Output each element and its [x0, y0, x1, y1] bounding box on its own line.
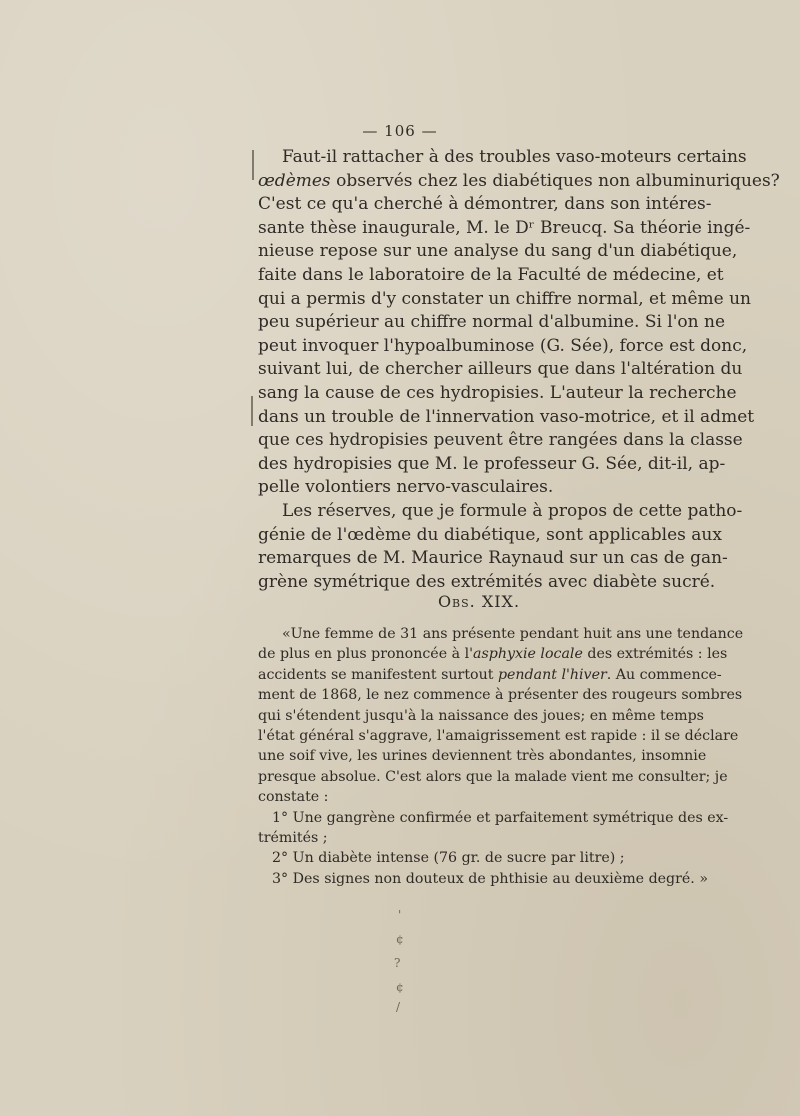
text-line: [258, 170, 780, 194]
paper-speck: ¢: [396, 980, 404, 994]
text-fragment: . Au commence-: [606, 666, 722, 683]
text-line: Faut-il rattacher à des troubles vaso-moteurs certains: [282, 147, 747, 167]
text-line: Les réserves, que je formule à propos de cette patho-: [282, 500, 743, 521]
paper-speck: ?: [394, 956, 401, 970]
text-line: des hydropisies que M. le professeur G. Sée, dit-il, ap-: [258, 453, 726, 474]
quote-line: «Une femme de 31 ans présente pendant huit ans une tendance: [282, 626, 744, 642]
paper-speck: /: [396, 1000, 401, 1014]
text-line: sante thèse inaugurale, M. le Dʳ Breucq. Sa théorie ingé-: [258, 217, 751, 238]
quote-line: [258, 644, 728, 664]
text-fragment: accidents se manifestent surtout: [258, 666, 498, 683]
margin-mark-middle: [251, 396, 253, 426]
text-line: C'est ce qu'a cherché à démontrer, dans son intéres-: [258, 194, 712, 215]
italic-term: pendant l'hiver: [497, 666, 607, 683]
text-line: que ces hydropisies peuvent être rangées dans la classe: [258, 430, 743, 451]
observation-quote: [258, 624, 744, 889]
quote-line: 1° Une gangrène confirmée et parfaitement symétrique des ex-: [272, 809, 729, 826]
text-line: sang la cause de ces hydropisies. L'auteur la recherche: [258, 382, 737, 403]
text-line: génie de l'œdème du diabétique, sont applicables aux: [258, 524, 722, 545]
quote-line: trémités ;: [258, 830, 328, 847]
margin-mark-top: [252, 150, 254, 180]
text-line: pelle volontiers nervo-vasculaires.: [258, 477, 554, 498]
text-line: faite dans le laboratoire de la Faculté de médecine, et: [258, 264, 724, 285]
quote-line: presque absolue. C'est alors que la malade vient me consulter; je: [258, 768, 728, 785]
text-line: grène symétrique des extrémités avec diabète sucré.: [258, 571, 716, 592]
text-line: nieuse repose sur une analyse du sang d'un diabétique,: [258, 241, 738, 262]
quote-line: constate :: [258, 789, 329, 806]
text-line: peut invoquer l'hypoalbuminose (G. Sée), force est donc,: [258, 335, 748, 356]
paragraph-1: [258, 146, 780, 500]
text-line: qui a permis d'y constater un chiffre normal, et même un: [258, 288, 751, 309]
text-line: suivant lui, de chercher ailleurs que dans l'altération du: [258, 359, 743, 380]
italic-term: œdèmes: [258, 170, 331, 191]
italic-term: asphyxie locale: [473, 646, 583, 663]
text-fragment: des extrémités : les: [582, 646, 728, 663]
quote-line: [258, 665, 722, 685]
paper-speck: ': [398, 908, 402, 922]
quote-line: 2° Un diabète intense (76 gr. de sucre par litre) ;: [272, 850, 625, 867]
text-line: remarques de M. Maurice Raynaud sur un cas de gan-: [258, 548, 728, 569]
quote-line: une soif vive, les urines deviennent très abondantes, insomnie: [258, 748, 707, 765]
quote-line: l'état général s'aggrave, l'amaigrissement est rapide : il se déclare: [258, 728, 739, 745]
text-fragment: de plus en plus prononcée à l': [258, 646, 474, 663]
text-fragment: observés chez les diabétiques non albuminuriques?: [336, 170, 780, 191]
text-line: peu supérieur au chiffre normal d'albumine. Si l'on ne: [258, 312, 726, 333]
quote-line: qui s'étendent jusqu'à la naissance des joues; en même temps: [258, 707, 704, 724]
paper-speck: ¢: [396, 932, 404, 946]
observation-heading: Obs. XIX.: [437, 592, 521, 611]
quote-line: ment de 1868, le nez commence à présenter des rougeurs sombres: [258, 687, 743, 704]
paragraph-2: [258, 500, 743, 594]
text-line: dans un trouble de l'innervation vaso-motrice, et il admet: [258, 406, 755, 427]
page-number: — 106 —: [362, 122, 438, 140]
main-text: [258, 146, 780, 594]
quote-line: 3° Des signes non douteux de phthisie au deuxième degré. »: [272, 870, 709, 887]
